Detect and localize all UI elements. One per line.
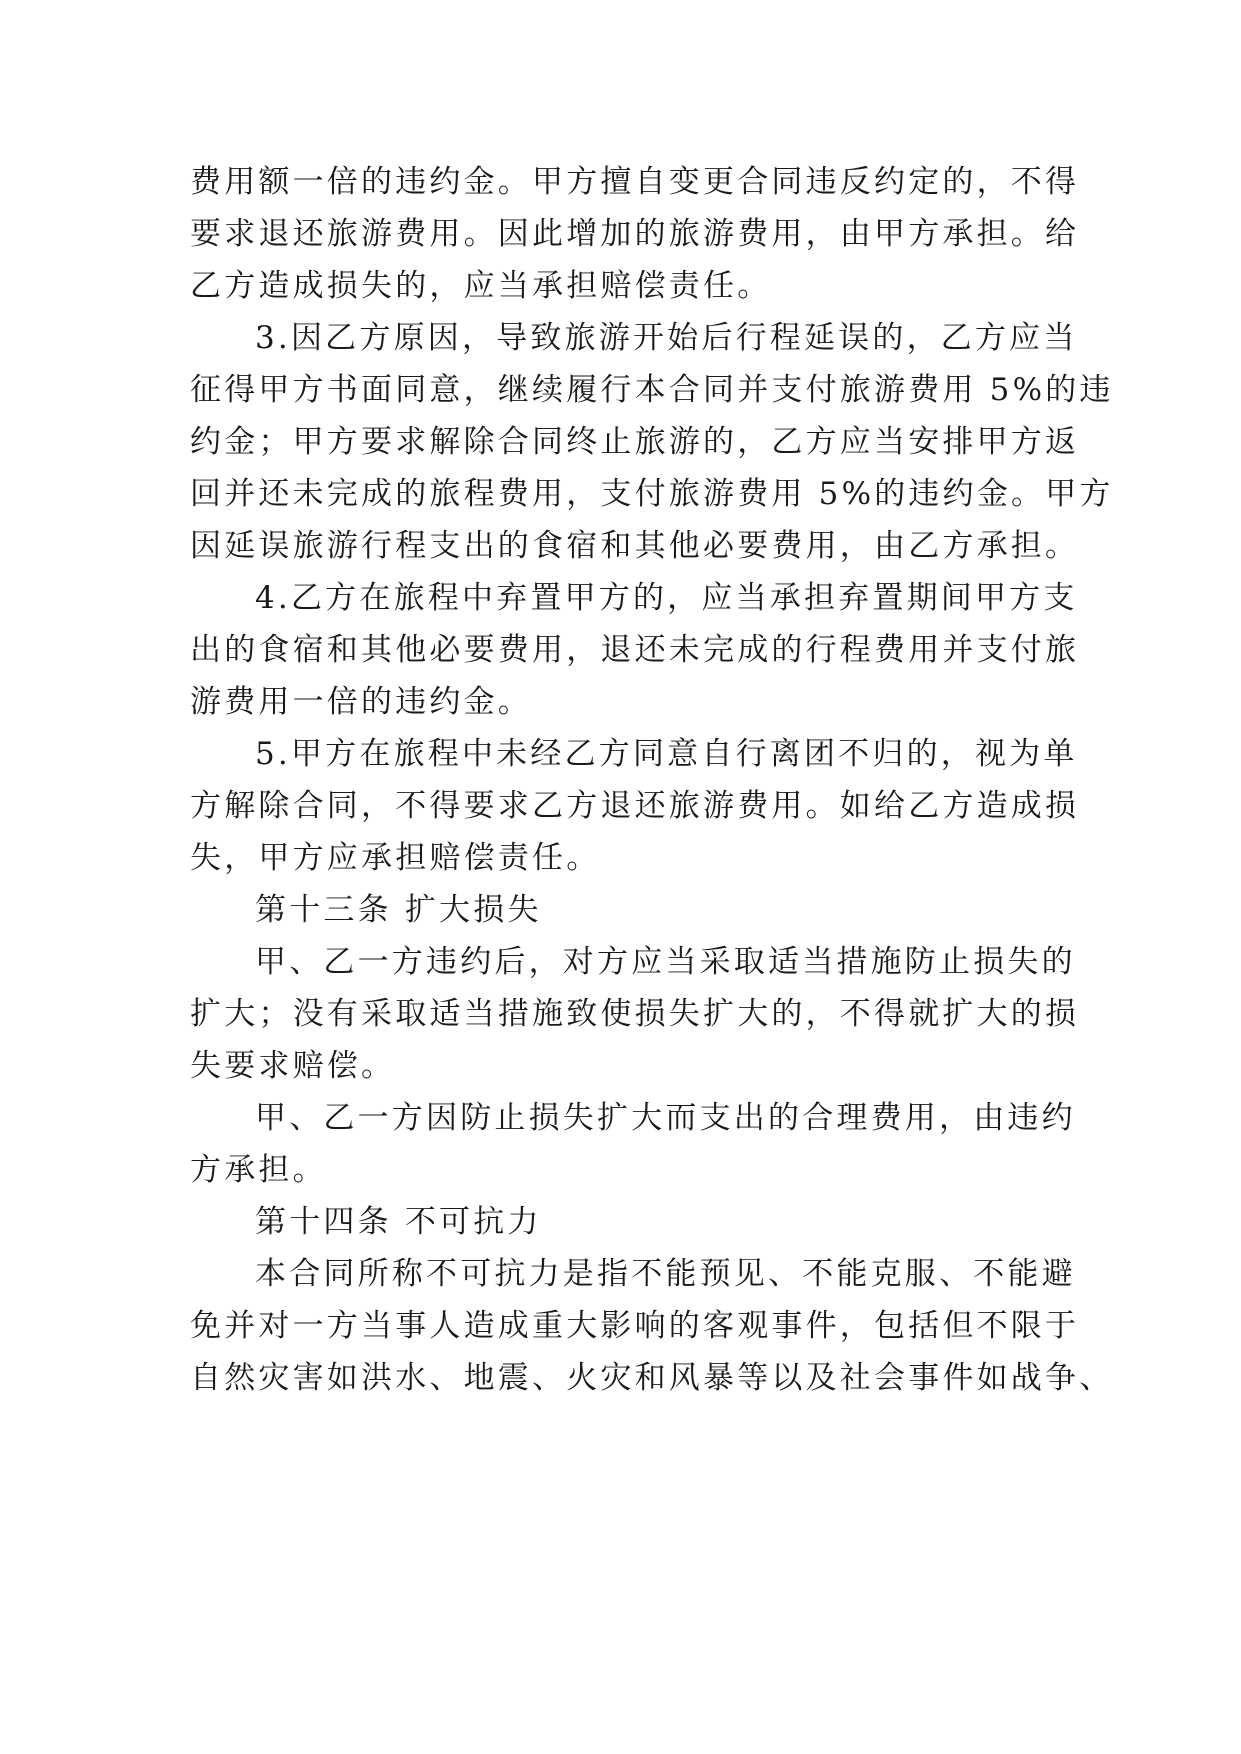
text-line: 出的食宿和其他必要费用，退还未完成的行程费用并支付旅 — [190, 632, 1080, 668]
text-line: 要求退还旅游费用。因此增加的旅游费用，由甲方承担。给 — [190, 216, 1080, 252]
text-line: 扩大；没有采取适当措施致使损失扩大的，不得就扩大的损 — [190, 996, 1080, 1032]
text-line: 失要求赔偿。 — [190, 1048, 396, 1084]
text-line: 游费用一倍的违约金。 — [190, 684, 532, 720]
text-line: 征得甲方书面同意，继续履行本合同并支付旅游费用 5%的违 — [190, 372, 1114, 408]
section-heading: 第十三条 扩大损失 — [255, 892, 542, 928]
text-line: 约金；甲方要求解除合同终止旅游的，乙方应当安排甲方返 — [190, 424, 1080, 460]
text-line: 方承担。 — [190, 1152, 327, 1188]
text-line: 费用额一倍的违约金。甲方擅自变更合同违反约定的，不得 — [190, 164, 1080, 200]
paragraph-start: 本合同所称不可抗力是指不能预见、不能克服、不能避 — [255, 1256, 1076, 1292]
paragraph-start: 4.乙方在旅程中弃置甲方的，应当承担弃置期间甲方支 — [255, 580, 1078, 616]
text-line: 乙方造成损失的，应当承担赔偿责任。 — [190, 268, 772, 304]
paragraph-start: 甲、乙一方违约后，对方应当采取适当措施防止损失的 — [255, 944, 1076, 980]
text-line: 免并对一方当事人造成重大影响的客观事件，包括但不限于 — [190, 1308, 1080, 1344]
text-line: 方解除合同，不得要求乙方退还旅游费用。如给乙方造成损 — [190, 788, 1080, 824]
paragraph-start: 3.因乙方原因，导致旅游开始后行程延误的，乙方应当 — [255, 320, 1078, 356]
paragraph-start: 甲、乙一方因防止损失扩大而支出的合理费用，由违约 — [255, 1100, 1076, 1136]
text-line: 自然灾害如洪水、地震、火灾和风暴等以及社会事件如战争、 — [190, 1360, 1114, 1396]
section-heading: 第十四条 不可抗力 — [255, 1204, 542, 1240]
text-line: 失，甲方应承担赔偿责任。 — [190, 840, 601, 876]
paragraph-start: 5.甲方在旅程中未经乙方同意自行离团不归的，视为单 — [255, 736, 1078, 772]
text-line: 回并还未完成的旅程费用，支付旅游费用 5%的违约金。甲方 — [190, 476, 1114, 512]
text-line: 因延误旅游行程支出的食宿和其他必要费用，由乙方承担。 — [190, 528, 1080, 564]
